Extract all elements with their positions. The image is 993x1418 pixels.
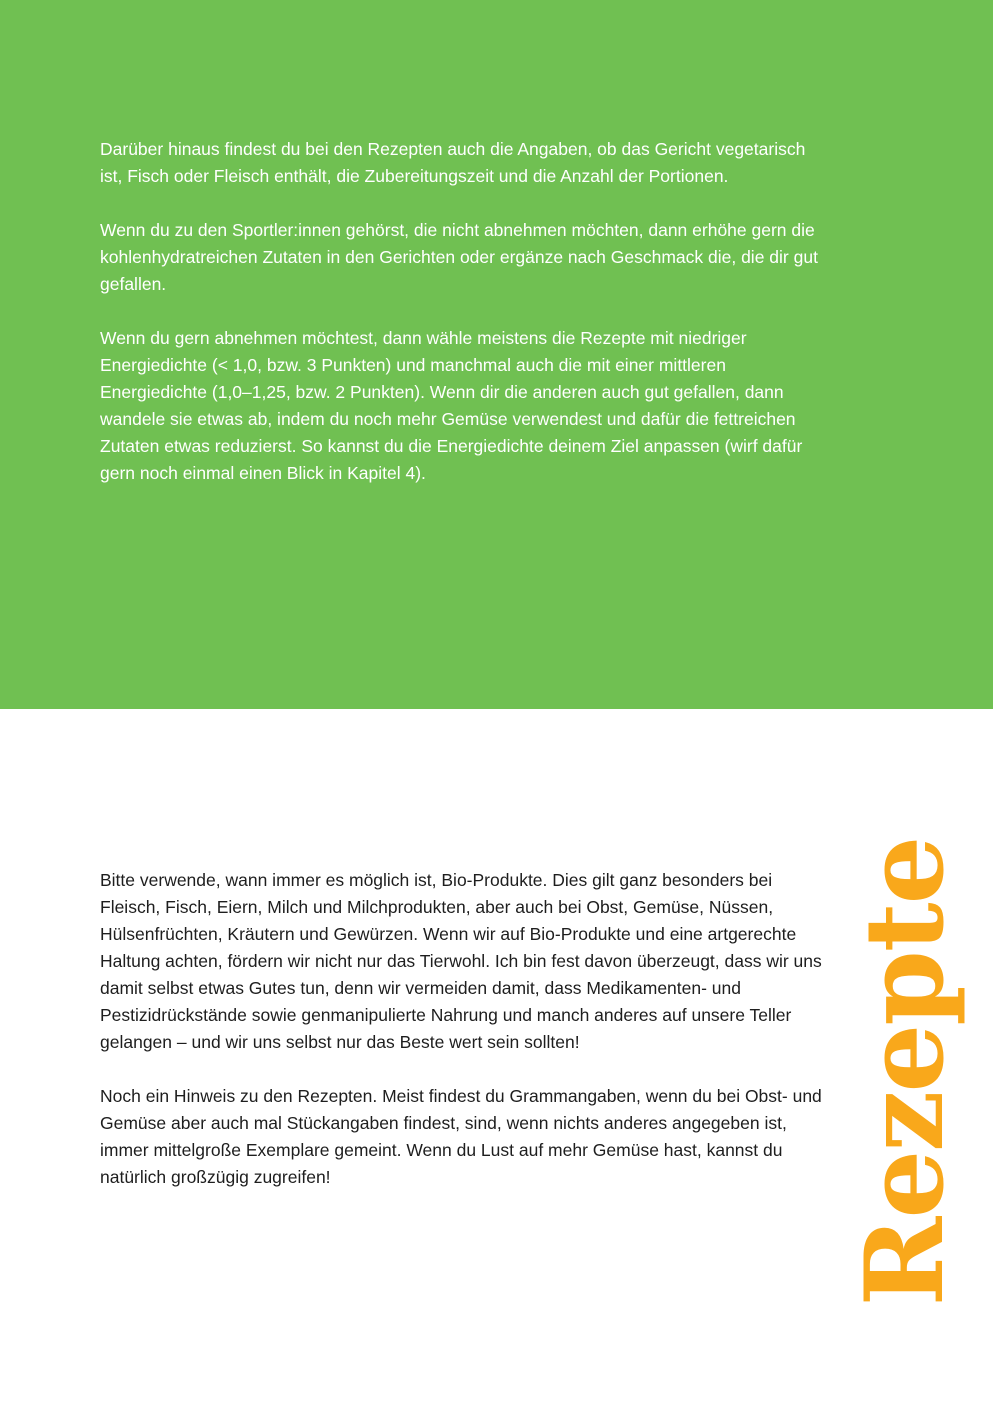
intro-paragraph: Wenn du gern abnehmen möchtest, dann wähle meistens die Rezepte mit niedriger Energiedichte (< 1,0, bzw. 3 Punkten) und manchmal auch die mit einer mittleren Energiedichte (1,0–1,25, bzw. 2 Punkten). Wenn dir die anderen auch gut gefallen, dann wandele sie etwas ab, indem du noch mehr Gemüse verwendest und dafür die fettreichen Zutaten etwas reduzierst. So kannst du die Energiedichte deinem Ziel anpassen (wirf dafür gern noch einmal einen Blick in Kapitel 4). (100, 328, 803, 483)
intro-paragraph: Darüber hinaus findest du bei den Rezepten auch die Angaben, ob das Gericht vegetarisch ist, Fisch oder Fleisch enthält, die Zubereitungszeit und die Anzahl der Portionen. (100, 139, 806, 186)
body-paragraph: Bitte verwende, wann immer es möglich ist, Bio-Produkte. Dies gilt ganz besonders bei Fleisch, Fisch, Eiern, Milch und Milchprodukten, aber auch bei Obst, Gemüse, Nüssen, Hülsenfrüchten, Kräutern und Gewürzen. Wenn wir auf Bio-Produkte und eine artgerechte Haltung achten, fördern wir nicht nur das Tierwohl. Ich bin fest davon überzeugt, dass wir uns damit selbst etwas Gutes tun, denn wir vermeiden damit, dass Medikamenten- und Pestizidrückstände sowie genmanipulierte Nahrung und manch anderes auf unsere Teller gelangen – und wir uns selbst nur das Beste wert sein sollten! (100, 870, 822, 1052)
intro-paragraph: Wenn du zu den Sportler:innen gehörst, die nicht abnehmen möchten, dann erhöhe gern die kohlenhydratreichen Zutaten in den Gerichten oder ergänze nach Geschmack die, die dir gut gefallen. (100, 220, 818, 294)
intro-text (100, 136, 830, 514)
body-paragraph: Noch ein Hinweis zu den Rezepten. Meist findest du Grammangaben, wenn du bei Obst- und Gemüse aber auch mal Stückangaben findest, sind, wenn nichts anderes angegeben ist, immer mittelgroße Exemplare gemeint. Wenn du Lust auf mehr Gemüse hast, kannst du natürlich großzügig zugreifen! (100, 1086, 822, 1187)
section-title-rezepte: Rezepte (842, 837, 968, 1307)
body-text (100, 867, 830, 1218)
